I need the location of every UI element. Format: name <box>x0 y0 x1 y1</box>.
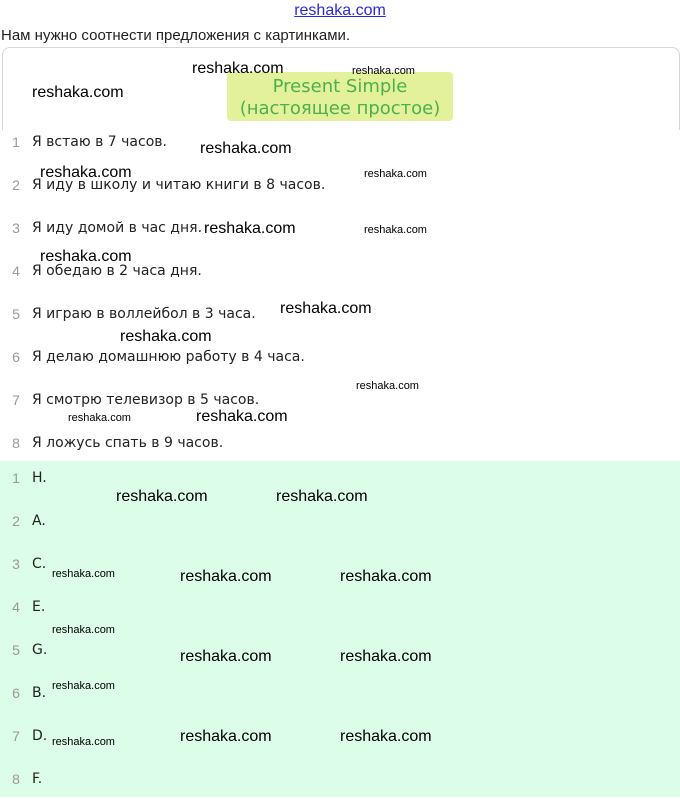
answer-item <box>0 513 680 543</box>
watermark: reshaka.com <box>180 568 272 585</box>
item-number: 5 <box>12 306 20 322</box>
badge-line-2: (настоящее простое) <box>239 98 441 119</box>
item-number: 4 <box>12 263 20 279</box>
sentence-text: Я иду в школу и читаю книги в 8 часов. <box>32 177 326 193</box>
item-number: 2 <box>12 177 20 193</box>
answer-letter: G. <box>32 642 48 658</box>
sentence-text: Я смотрю телевизор в 5 часов. <box>32 392 260 408</box>
answer-letter: D. <box>32 728 48 744</box>
item-number: 4 <box>12 599 20 615</box>
sentence-text: Я встаю в 7 часов. <box>32 134 167 150</box>
sentence-text: Я играю в воллейбол в 3 часа. <box>32 306 256 322</box>
item-number: 6 <box>12 685 20 701</box>
watermark: reshaka.com <box>196 408 288 425</box>
topic-badge <box>227 72 453 121</box>
sentence-text: Я делаю домашнюю работу в 4 часа. <box>32 349 305 365</box>
badge-line-1: Present Simple <box>272 76 408 97</box>
item-number: 7 <box>12 728 20 744</box>
item-number: 5 <box>12 642 20 658</box>
answer-letter: E. <box>32 599 46 615</box>
watermark: reshaka.com <box>340 728 432 745</box>
watermark: reshaka.com <box>364 168 427 180</box>
watermark: reshaka.com <box>68 412 131 424</box>
answer-letter: F. <box>32 771 43 787</box>
watermark: reshaka.com <box>116 488 208 505</box>
sentence-item <box>0 134 680 164</box>
sentence-item <box>0 220 680 250</box>
item-number: 3 <box>12 556 20 572</box>
watermark: reshaka.com <box>180 728 272 745</box>
watermark: reshaka.com <box>276 488 368 505</box>
site-link[interactable]: reshaka.com <box>294 2 386 19</box>
answer-letter: A. <box>32 513 46 529</box>
item-number: 8 <box>12 435 20 451</box>
watermark: reshaka.com <box>180 648 272 665</box>
watermark: reshaka.com <box>52 624 115 636</box>
sentence-item <box>0 349 680 379</box>
item-number: 7 <box>12 392 20 408</box>
sentence-text: Я обедаю в 2 часа дня. <box>32 263 202 279</box>
item-number: 1 <box>12 470 20 486</box>
answer-letter: C. <box>32 556 47 572</box>
watermark: reshaka.com <box>52 736 115 748</box>
item-number: 6 <box>12 349 20 365</box>
watermark: reshaka.com <box>52 680 115 692</box>
watermark: reshaka.com <box>40 248 132 265</box>
watermark: reshaka.com <box>32 84 124 101</box>
watermark: reshaka.com <box>356 380 419 392</box>
watermark: reshaka.com <box>280 300 372 317</box>
answer-letter: B. <box>32 685 47 701</box>
sentence-item <box>0 263 680 293</box>
watermark: reshaka.com <box>192 60 284 77</box>
watermark: reshaka.com <box>200 140 292 157</box>
watermark: reshaka.com <box>364 224 427 236</box>
watermark: reshaka.com <box>340 648 432 665</box>
item-number: 8 <box>12 771 20 787</box>
watermark: reshaka.com <box>352 65 415 77</box>
sentence-text: Я ложусь спать в 9 часов. <box>32 435 224 451</box>
item-number: 1 <box>12 134 20 150</box>
watermark: reshaka.com <box>204 220 296 237</box>
sentence-text: Я иду домой в час дня. <box>32 220 203 236</box>
watermark: reshaka.com <box>40 164 132 181</box>
watermark: reshaka.com <box>120 328 212 345</box>
item-number: 2 <box>12 513 20 529</box>
watermark: reshaka.com <box>52 568 115 580</box>
intro-text: Нам нужно соотнести предложения с картинками. <box>1 27 351 44</box>
watermark: reshaka.com <box>340 568 432 585</box>
answer-letter: H. <box>32 470 47 486</box>
item-number: 3 <box>12 220 20 236</box>
